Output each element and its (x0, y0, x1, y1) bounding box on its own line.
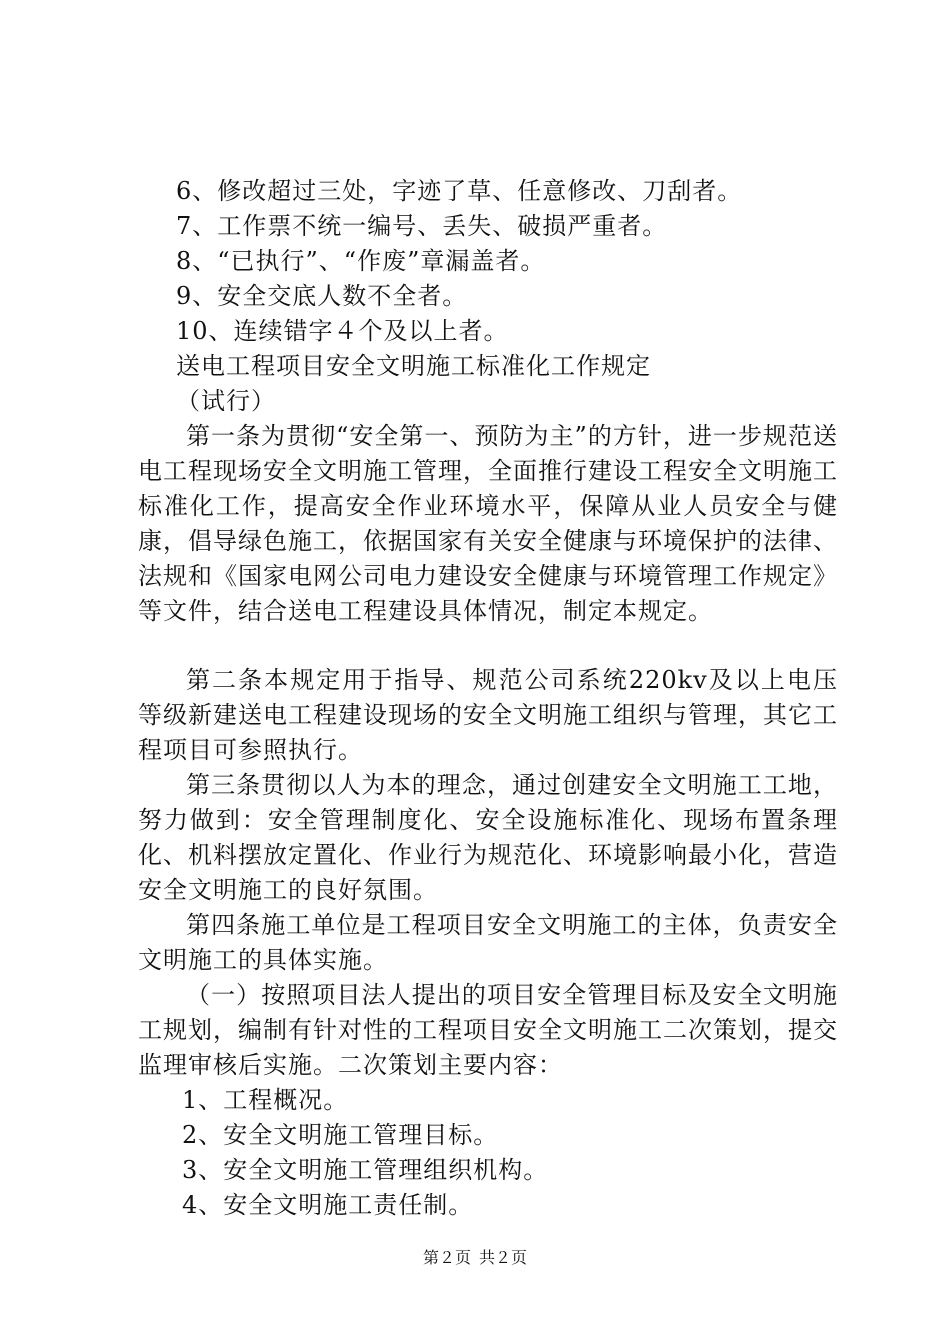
paragraph-gap (138, 629, 838, 663)
list-item: 8、“已执行”、“作废”章漏盖者。 (176, 247, 546, 275)
list-item: 7、工作票不统一编号、丢失、破损严重者。 (176, 212, 668, 240)
list-item: 2、安全文明施工管理目标。 (182, 1121, 499, 1149)
document-subtitle: （试行） (176, 387, 276, 415)
page-total: 共２页 (479, 1248, 528, 1267)
paragraph-article-2: 第二条本规定用于指导、规范公司系统220kv及以上电压等级新建送电工程建设现场的安全文明施工组织与管理，其它工程项目可参照执行。 (138, 666, 838, 764)
list-item: 1、工程概况。 (182, 1086, 349, 1114)
list-item: 10、连续错字４个及以上者。 (176, 317, 509, 345)
paragraph-item-1: （一）按照项目法人提出的项目安全管理目标及安全文明施工规划，编制有针对性的工程项目安全文明施工二次策划，提交监理审核后实施。二次策划主要内容： (138, 981, 838, 1079)
document-title: 送电工程项目安全文明施工标准化工作规定 (176, 352, 651, 380)
list-item: 3、安全文明施工管理组织机构。 (182, 1156, 549, 1184)
paragraph-article-4: 第四条施工单位是工程项目安全文明施工的主体，负责安全文明施工的具体实施。 (138, 911, 838, 974)
document-body (138, 174, 838, 1223)
page-footer (0, 1245, 950, 1268)
paragraph-article-3: 第三条贯彻以人为本的理念，通过创建安全文明施工工地，努力做到：安全管理制度化、安全设施标准化、现场布置条理化、机料摆放定置化、作业行为规范化、环境影响最小化，营造安全文明施工的良好氛围。 (138, 771, 838, 904)
list-item: 4、安全文明施工责任制。 (182, 1191, 474, 1219)
paragraph-article-1: 第一条为贯彻“安全第一、预防为主”的方针，进一步规范送电工程现场安全文明施工管理，全面推行建设工程安全文明施工标准化工作，提高安全作业环境水平，保障从业人员安全与健康，倡导绿色施工，依据国家有关安全健康与环境保护的法律、法规和《国家电网公司电力建设安全健康与环境管理工作规定》等文件，结合送电工程建设具体情况，制定本规定。 (138, 422, 838, 625)
list-item: 9、安全交底人数不全者。 (176, 282, 468, 310)
list-item: 6、修改超过三处，字迹了草、任意修改、刀刮者。 (176, 177, 743, 205)
page-number: 第２页 (422, 1248, 471, 1267)
